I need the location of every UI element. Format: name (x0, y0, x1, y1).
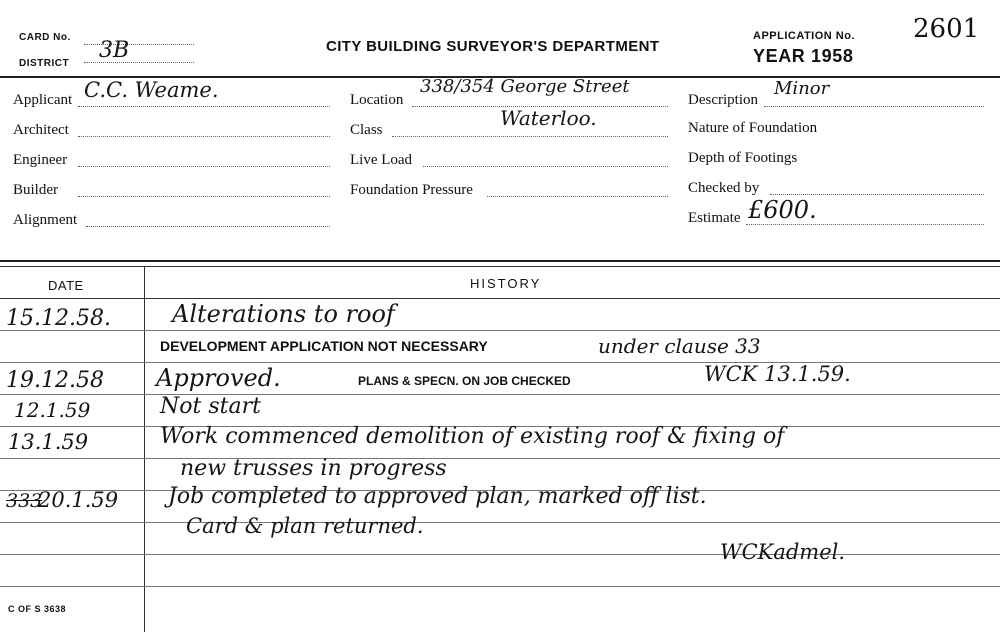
details-rule-2 (0, 266, 1000, 267)
class-label: Class (350, 122, 383, 138)
checked-by-line (770, 194, 984, 195)
alignment-label: Alignment (13, 212, 78, 228)
struck-digits (6, 490, 42, 512)
location-value-2: Waterloo. (500, 106, 597, 130)
checked-by-label: Checked by (688, 180, 760, 196)
year-label: YEAR 1958 (753, 46, 854, 66)
entry-text: Approved. (156, 364, 281, 392)
applicant-line (78, 106, 330, 107)
district-label: DISTRICT (19, 58, 70, 69)
application-no-label: APPLICATION No. (753, 30, 856, 42)
live-load-line (423, 166, 668, 167)
rule (0, 330, 1000, 331)
development-stamp: DEVELOPMENT APPLICATION NOT NECESSARY (160, 338, 488, 354)
engineer-label: Engineer (13, 152, 68, 168)
rule (0, 458, 1000, 459)
description-line (764, 106, 984, 107)
builder-label: Builder (13, 182, 58, 198)
class-line (392, 136, 668, 137)
nature-of-foundation-label: Nature of Foundation (688, 120, 818, 136)
rule (0, 554, 1000, 555)
signature: WCKadmel. (720, 540, 846, 564)
estimate-label: Estimate (688, 210, 741, 226)
description-label: Description (688, 92, 758, 108)
form-number: C OF S 3638 (8, 604, 67, 614)
entry-text: under clause 33 (598, 334, 761, 358)
engineer-line (78, 166, 330, 167)
location-value-1: 338/354 George Street (420, 76, 630, 97)
foundation-pressure-label: Foundation Pressure (350, 182, 473, 198)
entry-date: 13.1.59 (8, 430, 89, 454)
card-no-label: CARD No. (19, 32, 71, 43)
district-value: 3B (99, 38, 130, 63)
date-column-header: DATE (48, 278, 84, 293)
applicant-label: Applicant (13, 92, 73, 108)
entry-date: 19.12.58 (6, 368, 104, 393)
live-load-label: Live Load (350, 152, 413, 168)
location-label: Location (350, 92, 404, 108)
rule (0, 394, 1000, 395)
entry-text: Card & plan returned. (186, 514, 424, 538)
entry-text: Work commenced demolition of existing roof & fixing of (160, 424, 785, 449)
rule (0, 586, 1000, 587)
estimate-value: £600. (748, 196, 817, 224)
entry-text: Not start (160, 394, 261, 419)
entry-date: 20.1.59 (38, 488, 119, 512)
entry-text: Alterations to roof (172, 300, 395, 328)
history-column-header: HISTORY (470, 276, 542, 291)
entry-text: new trusses in progress (180, 456, 447, 481)
architect-line (78, 136, 330, 137)
applicant-value: C.C. Weame. (84, 78, 219, 102)
plans-checked-stamp: PLANS & SPECN. ON JOB CHECKED (358, 374, 571, 388)
checked-initials: WCK 13.1.59. (704, 362, 851, 386)
entry-text: Job completed to approved plan, marked off list. (168, 484, 707, 509)
entry-date: 12.1.59 (14, 398, 91, 422)
foundation-pressure-line (487, 196, 668, 197)
department-title: CITY BUILDING SURVEYOR'S DEPARTMENT (326, 38, 660, 55)
depth-of-footings-label: Depth of Footings (688, 150, 798, 166)
details-rule (0, 260, 1000, 262)
estimate-line (746, 224, 984, 225)
architect-label: Architect (13, 122, 69, 138)
history-header-rule (0, 298, 1000, 299)
application-no-value: 2601 (913, 14, 980, 44)
description-value: Minor (774, 78, 830, 99)
alignment-line (86, 226, 330, 227)
builder-line (78, 196, 330, 197)
rule (0, 522, 1000, 523)
date-column-divider (144, 266, 145, 632)
struck-text: 333 (6, 490, 43, 512)
entry-date: 15.12.58. (6, 306, 111, 331)
